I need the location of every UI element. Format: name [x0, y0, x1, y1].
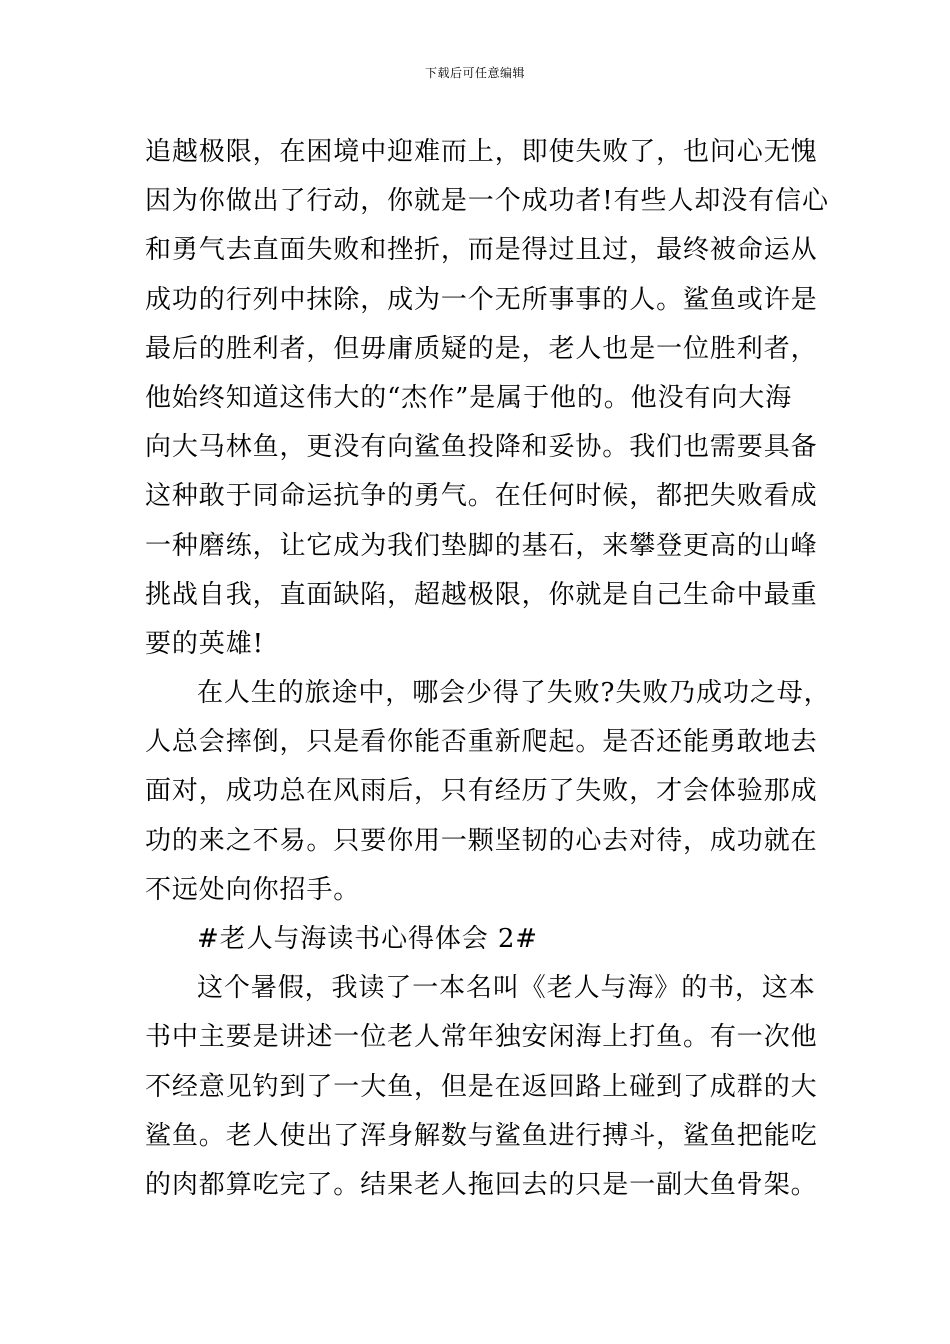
text-line: 不经意见钓到了一大鱼，但是在返回路上碰到了成群的大	[145, 1071, 818, 1102]
text-line: 面对，成功总在风雨后，只有经历了失败，才会体验那成	[145, 776, 818, 807]
text-line: 挑战自我，直面缺陷，超越极限，你就是自己生命中最重	[145, 579, 818, 610]
text-line: 人总会摔倒，只是看你能否重新爬起。是否还能勇敢地去	[145, 727, 818, 758]
paragraph-start-line: 在人生的旅途中，哪会少得了失败?失败乃成功之母，	[197, 678, 831, 709]
text-line: 最后的胜利者，但毋庸质疑的是，老人也是一位胜利者，	[145, 333, 818, 364]
text-line: 和勇气去直面失败和挫折，而是得过且过，最终被命运从	[145, 235, 818, 266]
text-line: 因为你做出了行动，你就是一个成功者!有些人却没有信心	[145, 186, 829, 217]
text-line: 他始终知道这伟大的“杰作”是属于他的。他没有向大海	[145, 382, 793, 413]
page-header-note: 下载后可任意编辑	[424, 66, 525, 80]
text-line: 要的英雄!	[145, 628, 264, 659]
paragraph-start-line: 这个暑假，我读了一本名叫《老人与海》的书，这本	[197, 973, 816, 1004]
section-heading: #老人与海读书心得体会 2#	[197, 924, 538, 954]
text-line: 成功的行列中抹除，成为一个无所事事的人。鲨鱼或许是	[145, 284, 818, 315]
text-line: 的肉都算吃完了。结果老人拖回去的只是一副大鱼骨架。	[145, 1169, 818, 1200]
text-line: 这种敢于同命运抗争的勇气。在任何时候，都把失败看成	[145, 481, 818, 512]
text-line: 书中主要是讲述一位老人常年独安闲海上打鱼。有一次他	[145, 1022, 818, 1053]
text-line: 不远处向你招手。	[145, 874, 361, 905]
text-line: 一种磨练，让它成为我们垫脚的基石，来攀登更高的山峰	[145, 530, 818, 561]
text-line: 功的来之不易。只要你用一颗坚韧的心去对待，成功就在	[145, 825, 818, 856]
document-body	[145, 128, 831, 1210]
text-line: 向大马林鱼，更没有向鲨鱼投降和妥协。我们也需要具备	[145, 432, 818, 463]
text-line: 追越极限，在困境中迎难而上，即使失败了，也问心无愧	[145, 137, 818, 167]
text-line: 鲨鱼。老人使出了浑身解数与鲨鱼进行搏斗，鲨鱼把能吃	[145, 1120, 818, 1151]
